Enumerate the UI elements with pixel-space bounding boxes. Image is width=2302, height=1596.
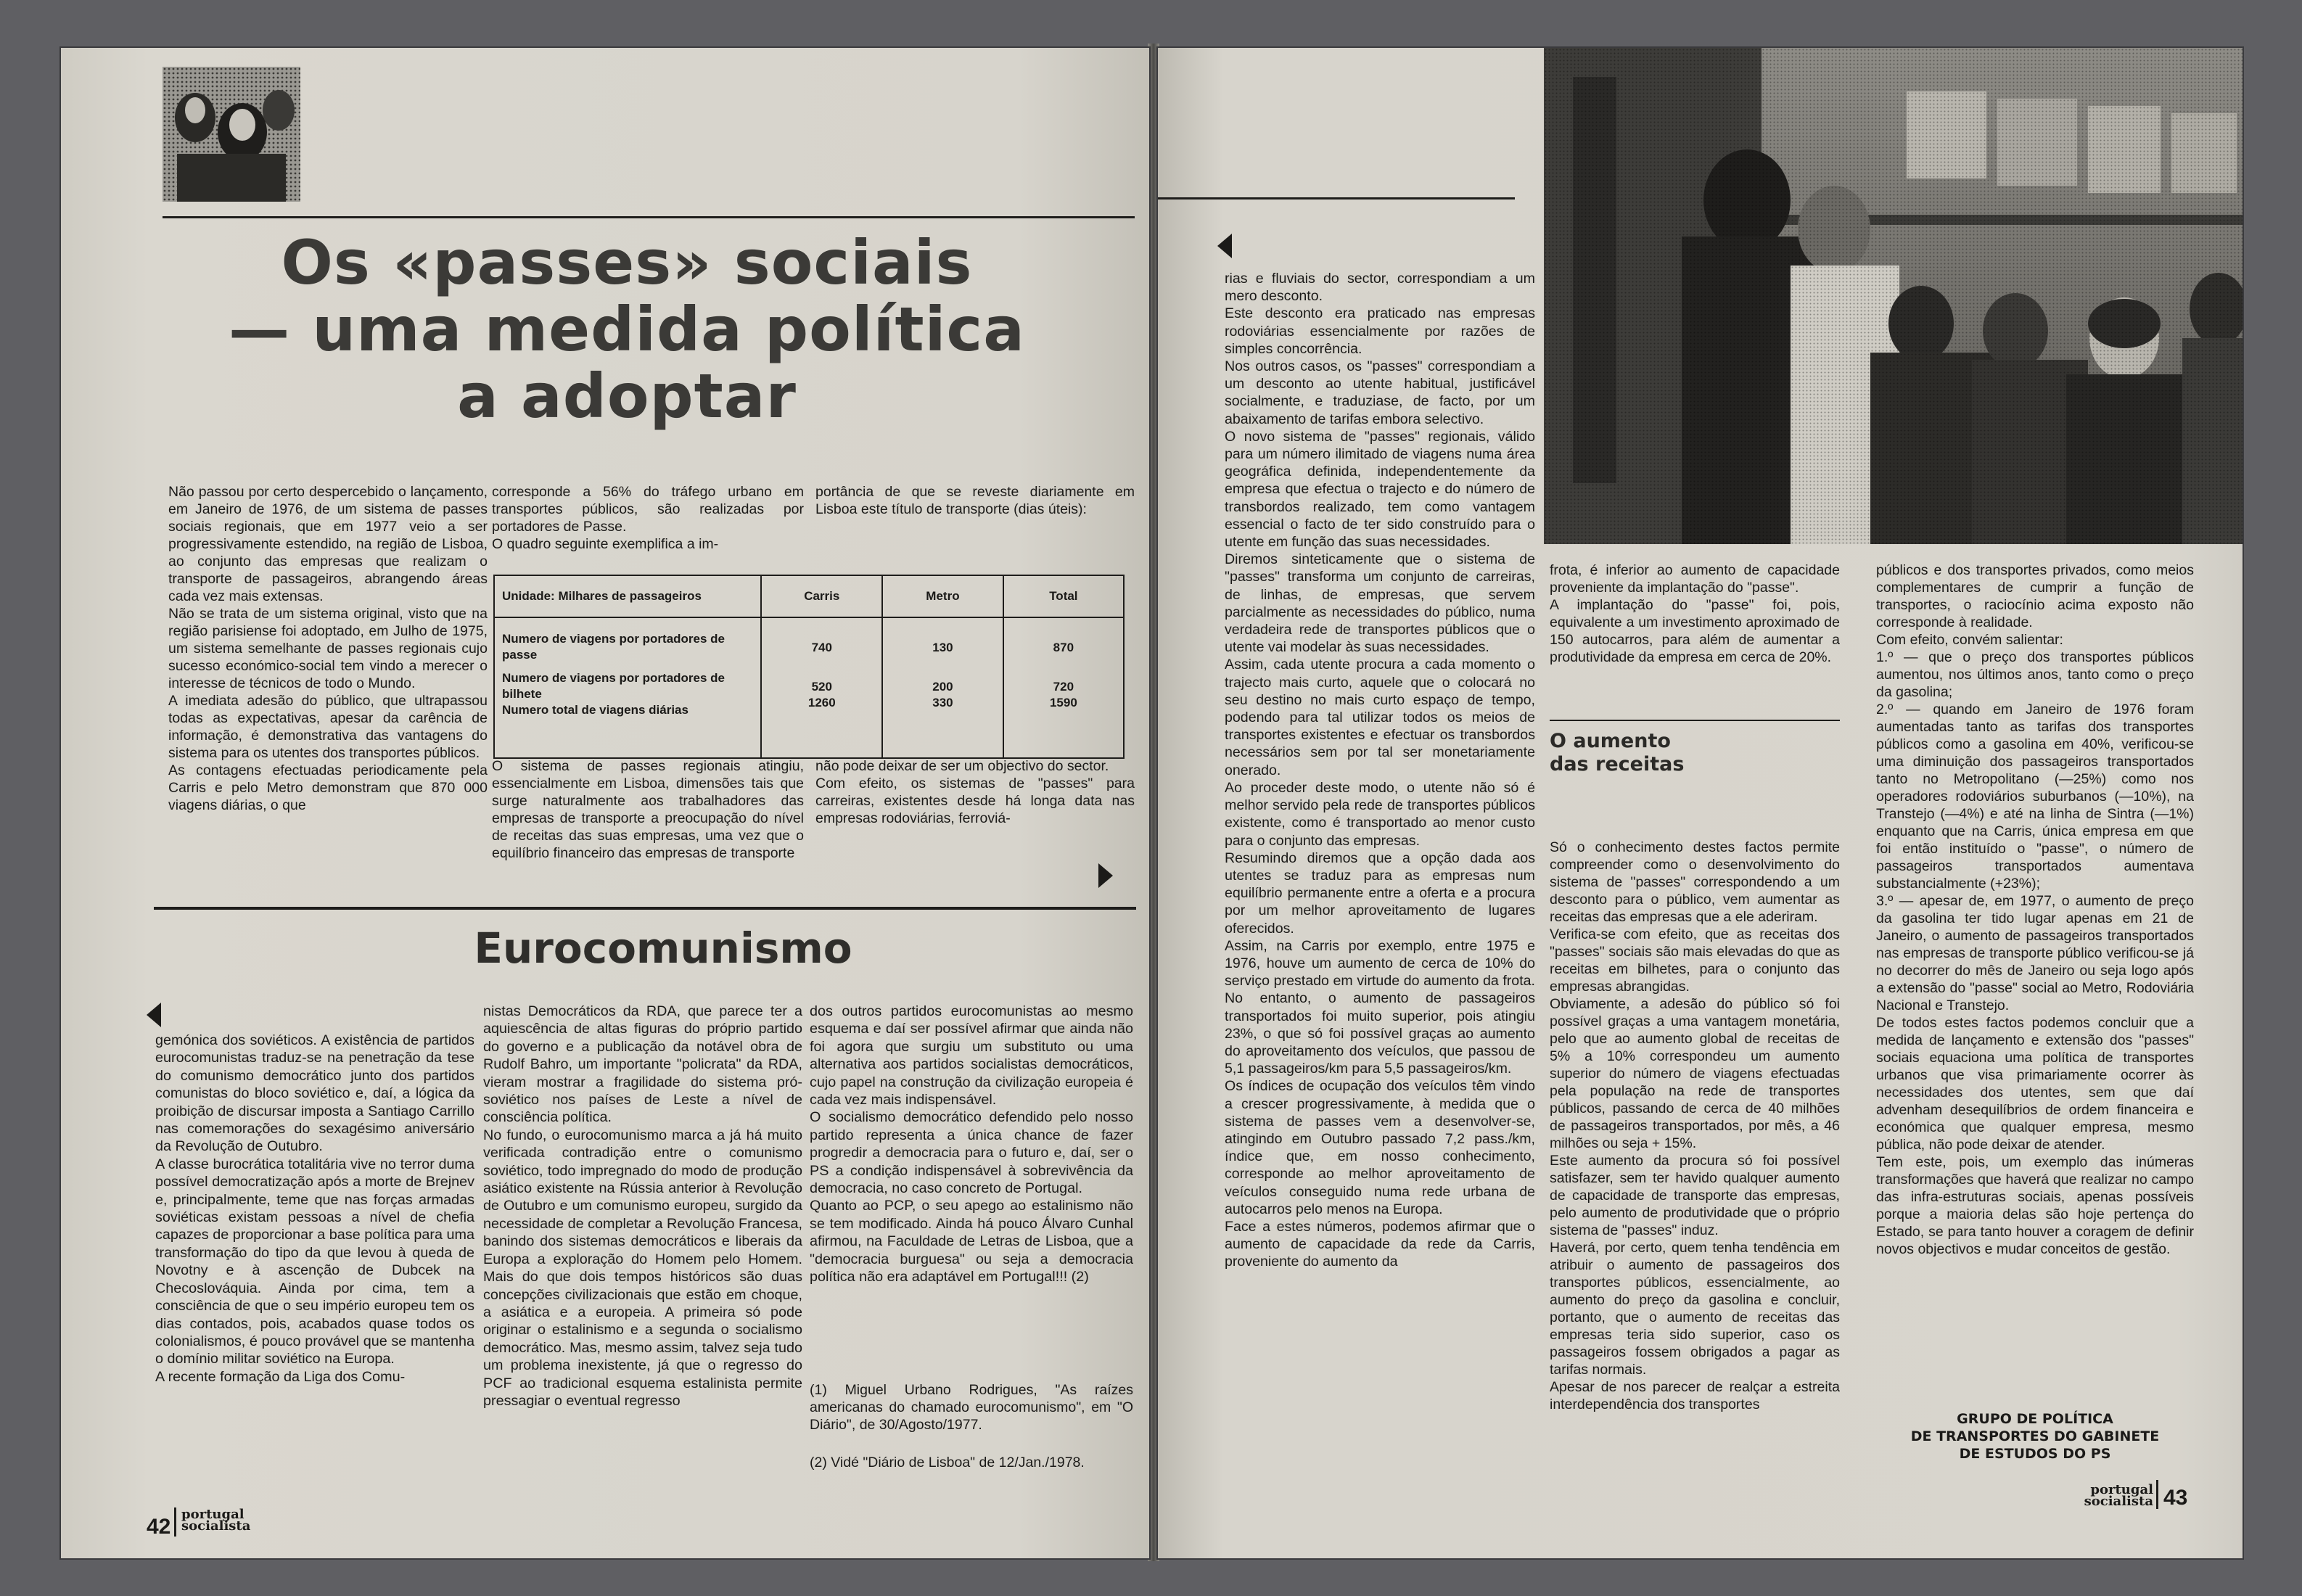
portugal-socialista-logo <box>2076 1484 2153 1507</box>
euro-column-1: gemónica dos soviéticos. A existência de partidos eurocomunistas traduz-se na penetração da tese do comunismo democrático junto dos partidos comunistas do bloco soviético e, daí, a lógica da proibição de discursar imposta a Santiago Carrillo nas comemorações do sexagésimo aniversário da Revolução de Outubro. A classe burocrática totalitária vive no terror duma possível democratização após a morte de Brejnev e, principalmente, teme que nas forças armadas soviéticas existam pessoas a nível de chefia capazes de proporcionar a base política para uma transformação do tipo da que levou à queda de Novotny e à ascenção de Dubcek na Checoslováquia. Ainda por cima, tem a consciência de que o seu império europeu tem os dias contados, pois, acabados quase todos os colonialismos, é pouco provável que se mantenha o domínio militar soviético na Europa. A recente formação da Liga dos Comu- <box>155 1032 474 1385</box>
table-cell: 520 <box>811 680 832 694</box>
continued-arrow-icon <box>147 1003 161 1027</box>
table-col-header: Carris <box>761 575 882 617</box>
portugal-socialista-logo <box>181 1509 250 1532</box>
continued-arrow-icon <box>1217 234 1232 258</box>
euro-column-3: dos outros partidos eurocomunistas ao mesmo esquema e daí ser possível afirmar que ainda não foi agora que surgiu um substituto ou uma alternativa aos partidos socialistas democráticos, cujo papel na construção da civilização europeia é cada vez mais indispensável. O socialismo democrático defendido pelo nosso partido representa a única chance de fazer progredir a democracia para o futuro e, daí, ser o PS a condição indispensável à sobrevivência da democracia, no caso concreto de Portugal. Quanto ao PCP, o seu apego ao estalinismo não se tem modificado. Ainda há pouco Álvaro Cunhal afirmou, na Faculdade de Letras de Lisboa, que a "democracia burguesa" ou seja a democracia política não era adaptável em Portugal!!! (2) <box>810 1003 1133 1286</box>
right-column-1: rias e fluviais do sector, correspondiam a um mero desconto. Este desconto era praticado nas empresas rodoviárias essencialmente por razões de simples concorrência. Nos outros casos, os "passes" correspondiam a um desconto ao utente habitual, justificável socialmente, e traduziase, de facto, por um abaixamento de tarifas embora selectivo. O novo sistema de "passes" regionais, válido para um número ilimitado de viagens numa área geográfica definida, independentemente da empresa que efectua o trajecto e do número de transbordos realizado, tem como vantagem essencial o facto de ter sido construído para o utente em função das suas necessidades. Diremos sinteticamente que o sistema de "passes" transforma um conjunto de carreiras, de linhas, de empresas, que servem parcialmente as necessidades do público, numa verdadeira rede de transportes públicos que o utente vai modelar às suas necessidades. Assim, cada utente procura a cada momento o trajecto mais curto, aquele que o colocará no seu destino no mais curto espaço de tempo, podendo para tal utilizar todos os meios de transportes existentes e efectuar os transbordos necessários sem por tal ser monetariamente onerado. Ao proceder deste modo, o utente não só é melhor servido pela rede de transportes públicos existente, como é transportado ao menor custo para o conjunto das empresas. Resumindo diremos que a opção dada aos utentes se traduz para as empresas num equilíbrio permanente entre a oferta e a procura por um melhor aproveitamento de lugares oferecidos. Assim, na Carris por exemplo, entre 1975 e 1976, houve um aumento de cerca de 10% do serviço prestado em virtude do aumento da frota. No entanto, o aumento de passageiros transportados foi muito superior, pois atingiu 23%, o que só foi possível graças ao aumento do aproveitamento dos veículos, que passou de 5,1 passageiros/km para 5,5 passageiros/km. Os índices de ocupação dos veículos têm vindo a crescer progressivamente, à medida que o sistema de passes vem a desenvolver-se, atingindo em Outubro passado 7,2 pass./km, índice que, em nosso conhecimento, corresponde ao melhor aproveitamento de veículos conseguido numa rede urbana de autocarros pelo menos na Europa. Face a estes números, podemos afirmar que o aumento de capacidade da rede da Carris, proveniente do aumento da <box>1225 271 1535 1270</box>
logo-line: portugal <box>2090 1482 2153 1497</box>
table-cell: 740 <box>811 641 832 654</box>
top-rule <box>163 216 1135 218</box>
logo-line: socialista <box>2084 1494 2153 1509</box>
crowd-thumbnail-photo <box>163 67 300 202</box>
article-column-2-bottom: O sistema de passes regionais atingiu, essencialmente em Lisboa, dimensões tais que surge naturalmente aos trabalhadores das empresas de transporte a preocupação do nível de receitas das suas empresas, uma vez que o equilíbrio financeiro das empresas de transporte <box>492 758 804 861</box>
page-number: 42 <box>147 1515 171 1539</box>
page-42 <box>61 48 1149 1558</box>
euro-footnote-2: (2) Vidé "Diário de Lisboa" de 12/Jan./1978. <box>810 1455 1085 1470</box>
article-headline: Os «passes» sociais — uma medida política a adoptar <box>229 227 1025 432</box>
top-rule-right <box>1158 197 1515 200</box>
table-col-header: Metro <box>882 575 1003 617</box>
article-column-2-top: corresponde a 56% do tráfego urbano em transportes públicos, são realizadas por portadores de Passe. O quadro seguinte exemplifica a im- <box>492 484 804 552</box>
euro-footnote-1: (1) Miguel Urbano Rodrigues, "As raízes americanas do chamado eurocomunismo", em "O Diário", de 30/Agosto/1977. <box>810 1382 1133 1433</box>
passes-data-table <box>493 575 1125 759</box>
table-cell: 330 <box>932 696 953 709</box>
article-column-1: Não passou por certo despercebido o lançamento, em Janeiro de 1976, de um sistema de passes sociais regionais, que em 1977 veio a ser progressivamente estendido, na região de Lisboa, ao conjunto das empresas que realizam o transporte de passageiros, abrangendo áreas cada vez mais extensas. Não se trata de um sistema original, visto que na região parisiense foi adoptado, em Julho de 1975, um sistema semelhante de passes regionais cujo sucesso económico-social tem vindo a merecer o interesse de técnicos de todo o Mundo. A imediata adesão do público, que ultrapassou todas as expectativas, apesar da carência de informação, é demonstrativa das vantagens do sistema para os utentes dos transportes públicos. As contagens efectuadas periodicamente pela Carris e pelo Metro demonstram que 870 000 viagens diárias, o que <box>168 484 488 813</box>
eurocomunismo-headline: Eurocomunismo <box>474 924 852 973</box>
bus-queue-photo <box>1544 48 2243 544</box>
right-column-3: públicos e dos transportes privados, como meios complementares de cumprir a função de transportes, o raciocínio acima exposto não corresponde à realidade. Com efeito, convém salientar: 1.º — que o preço dos transportes públicos aumentou, nos últimos anos, tanto como o preço da gasolina; 2.º — quando em Janeiro de 1976 foram aumentadas tanto as tarifas dos transportes públicos como a gasolina em 40%, verificou-se uma diminuição dos passageiros transportados tanto no Metropolitano (—25%) como nos operadores rodoviários suburbanos (—10%), na Transtejo (—4%) e até na linha de Sintra (—1%) enquanto que na Carris, única empresa em que foi então instituído o "passe", o número de passageiros transportados aumentava substancialmente (+23%); 3.º — apesar de, em 1977, o aumento de preço da gasolina ter tido lugar apenas em 21 de Janeiro, o aumento de passageiros transportados nas empresas de transporte público verificou-se já no decorrer do mês de Janeiro ou seja logo após a extensão do "passe" social ao Metro, Rodoviária Nacional e Transtejo. De todos estes factos podemos concluir que a medida de lançamento e extensão dos "passes" sociais equaciona uma política de transportes urbanos que visa primariamente ocorrer às necessidades dos utentes, sem que daí advenham desequilíbrios de ordem financeira e económica que qualquer empresa, mesmo pública, não pode deixar de atender. Tem este, pois, um exemplo das inúmeras transformações que haverá que realizar no campo das infra-estruturas sociais, apenas possíveis porque a maioria delas são hoje pertença do Estado, se para tanto houver a coragem de definir novos objectivos e mudar conceitos de gestão. <box>1876 562 2194 1257</box>
table-row-label: Numero de viagens por portadores de passe <box>502 632 725 662</box>
section-rule <box>154 907 1136 910</box>
author-signature: GRUPO DE POLÍTICA DE TRANSPORTES DO GABINETE DE ESTUDOS DO PS <box>1910 1411 2160 1462</box>
table-row-label: Numero total de viagens diárias <box>502 703 688 717</box>
page-number: 43 <box>2163 1486 2188 1510</box>
table-cell: 130 <box>932 641 953 654</box>
right-column-2-bottom: Só o conhecimento destes factos permite compreender como o desenvolvimento do sistema de "passes" correspondendo a um desconto para o público, vem aumentar as receitas das empresas que a ele aderiram. Verifica-se com efeito, que as receitas dos "passes" sociais são mais elevadas do que as receitas em bilhetes, para o conjunto das empresas abrangidas. Obviamente, a adesão do público só foi possível graças a uma vantagem monetária, pelo que ao aumento global de receitas de 5% a 10% correspondeu um aumento superior do número de viagens efectuadas pela população na rede de transportes públicos, passando de cerca de 40 milhões de passageiros transportados, por mês, a 46 milhões ou seja + 15%. Este aumento da procura só foi possível satisfazer, sem ter havido qualquer aumento de capacidade de transporte das empresas, pelo aumento de produtividade que o próprio sistema de "passes" induz. Haverá, por certo, quem tenha tendência em atribuir o aumento de passageiros dos transportes públicos, essencialmente, ao aumento do preço da gasolina e concluir, portanto, que o aumento de receitas das empresas teria sido superior, caso os passageiros fossem obrigados a pagar as tarifas normais. Apesar de nos parecer de realçar a estreita interdependência dos transportes <box>1550 839 1840 1412</box>
logo-line: portugal <box>181 1507 244 1522</box>
table-row-label: Numero de viagens por portadores de bilhete <box>502 671 725 701</box>
subhead-rule <box>1550 720 1840 721</box>
continue-arrow-icon <box>1098 863 1113 888</box>
page-43 <box>1158 48 2243 1558</box>
table-unit-header: Unidade: Milhares de passageiros <box>494 575 761 617</box>
table-cell: 200 <box>932 680 953 694</box>
euro-column-2: nistas Democráticos da RDA, que parece ter a aquiescência de altas figuras do próprio partido do governo e a publicação da notável obra de Rudolf Bahro, um importante "policrata" da RDA, vieram mostrar a fragilidade do sistema pró-soviético nos países de Leste a nível de consciência política. No fundo, o eurocomunismo marca a já há muito verificada contradição entre o comunismo soviético, todo impregnado do modo de produção asiático existente na Rússia anterior à Revolução de Outubro e um comunismo europeu, surgido da necessidade de completar a Revolução Francesa, banindo dos sistemas democráticos e liberais da Europa a exploração do Homem pelo Homem. Mais do que dois tempos históricos são duas concepções civilizacionais que estão em choque, a asiática e a europeia. A primeira só pode originar o estalinismo e a segunda o socialismo democrático. Mas, mesmo assim, talvez seja tudo um problema inexistente, já que o regresso do PCF ao tradicional esquema estalinista permite pressagiar o eventual regresso <box>483 1003 802 1409</box>
article-column-3-top: portância de que se reveste diariamente em Lisboa este título de transporte (dias úteis): <box>815 484 1135 517</box>
logo-line: socialista <box>181 1518 251 1534</box>
table-cell: 720 <box>1053 680 1074 694</box>
table-cell: 1590 <box>1049 696 1077 709</box>
footer-divider <box>2156 1480 2158 1509</box>
article-column-3-bottom: não pode deixar de ser um objectivo do sector. Com efeito, os sistemas de "passes" para carreiras, existentes desde há longa data nas empresas rodoviárias, ferroviá- <box>815 758 1135 826</box>
right-column-2-top: frota, é inferior ao aumento de capacidade proveniente da implantação do "passe". A implantação do "passe" foi, pois, equivalente a um investimento aproximado de 150 autocarros, para além de aumentar a produtividade da empresa em cerca de 20%. <box>1550 562 1840 665</box>
table-col-header: Total <box>1003 575 1124 617</box>
receitas-subhead: O aumento das receitas <box>1550 730 1685 776</box>
footer-divider <box>174 1507 176 1537</box>
table-cell: 1260 <box>807 696 836 709</box>
table-cell: 870 <box>1053 641 1074 654</box>
